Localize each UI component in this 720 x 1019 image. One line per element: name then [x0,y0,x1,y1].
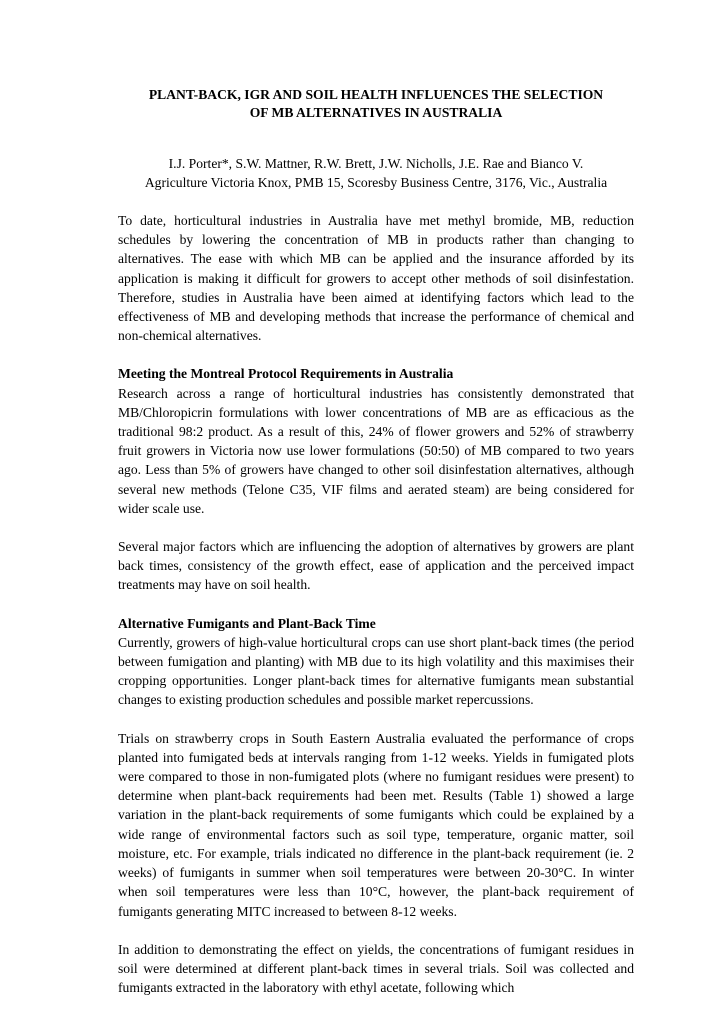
section-heading-montreal: Meeting the Montreal Protocol Requirements in Australia [118,366,454,382]
section2-paragraph-1: Currently, growers of high-value horticultural crops can use short plant-back times (the period between fumigation and planting) with MB due to its high volatility and this maximises their cropping opportunities. Longer plant-back times for alternative fumigants mean substantial changes to existing production schedules and possible market repercussions. [118,634,634,708]
section2-paragraph-2: Trials on strawberry crops in South Eastern Australia evaluated the performance of crops planted into fumigated beds at intervals ranging from 1-12 weeks. Yields in fumigated plots were compared to those in non-fumigated plots (where no fumigant residues were present) to determine when plant-back requirements had been met. Results (Table 1) showed a large variation in the plant-back requirements of some fumigants which could be explained by a wide range of environmental factors such as soil type, temperature, organic matter, soil moisture, etc. For example, trials indicated no difference in the plant-back requirement (ie. 2 weeks) of fumigants in summer when soil temperatures were between 20-30°C. In winter when soil temperatures were less than 10°C, however, the plant-back requirement of fumigants generating MITC increased to between 8-12 weeks. [118,730,634,919]
title-line-1: PLANT-BACK, IGR AND SOIL HEALTH INFLUENCES THE SELECTION [148,87,604,102]
author-affiliation: Agriculture Victoria Knox, PMB 15, Scoresby Business Centre, 3176, Vic., Australia [144,175,608,190]
section1-paragraph-1: Research across a range of horticultural industries has consistently demonstrated that MB/Chloropicrin formulations with lower concentrations of MB are as efficacious as the traditional 98:2 product. As a result of this, 24% of flower growers and 52% of strawberry fruit growers in Victoria now use lower formulations (50:50) of MB compared to two years ago. Less than 5% of growers have changed to other soil disinfestation alternatives, although several new methods (Telone C35, VIF films and aerated steam) are being considered for wider scale use. [118,385,634,516]
title-line-2: OF MB ALTERNATIVES IN AUSTRALIA [249,105,503,120]
author-names: I.J. Porter*, S.W. Mattner, R.W. Brett, J.W. Nicholls, J.E. Rae and Bianco V. [168,156,584,171]
paper-title [118,86,634,122]
author-block [118,154,634,192]
section-heading-plant-back: Alternative Fumigants and Plant-Back Time [118,615,376,631]
section2-paragraph-3: In addition to demonstrating the effect on yields, the concentrations of fumigant residues in soil were determined at different plant-back times in several trials. Soil was collected and fumigants extracted in the laboratory with ethyl acetate, following which [118,941,634,996]
document-page [118,86,634,997]
section1-paragraph-2: Several major factors which are influencing the adoption of alternatives by growers are plant back times, consistency of the growth effect, ease of application and the perceived impact treatments may have on soil health. [118,539,634,593]
intro-paragraph: To date, horticultural industries in Australia have met methyl bromide, MB, reduction schedules by lowering the concentration of MB in products rather than changing to alternatives. The ease with which MB can be applied and the insurance afforded by its application is making it difficult for growers to accept other methods of soil disinfestation. Therefore, studies in Australia have been aimed at identifying factors which lead to the effectiveness of MB and developing methods that increase the performance of chemical and non-chemical alternatives. [118,213,634,344]
